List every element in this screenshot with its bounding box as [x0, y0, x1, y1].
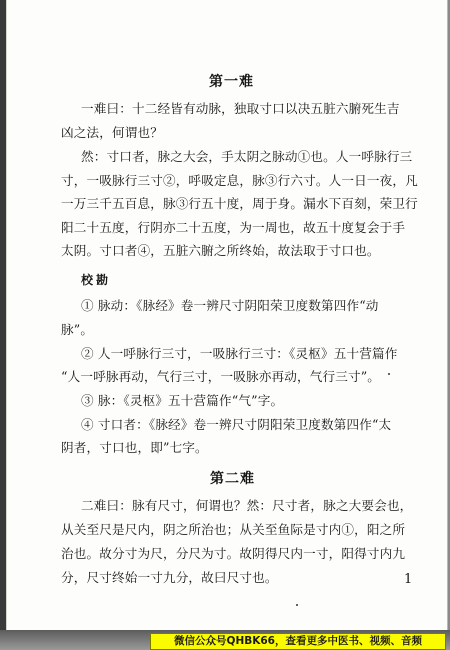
chapter-1-line: 然：寸口者，脉之大会，手太阴之脉动①也。人一呼脉行三 [81, 149, 413, 164]
print-speck [296, 604, 298, 606]
chapter-2-line: 二难曰：脉有尺寸，何谓也？然：尺寸者，脉之大要会也， [81, 498, 413, 513]
chapter-2-line: 分，尺寸终始一寸九分，故曰尺寸也。 [61, 570, 278, 585]
chapter-2-line: 从关至尺是尺内，阴之所治也；从关至鱼际是寸内①，阳之所 [61, 522, 406, 537]
chapter-1-line: 太阴。寸口者④，五脏六腑之所终始，故法取于寸口也。 [61, 243, 380, 258]
collation-note-line: ④ 寸口者：《脉经》卷一辨尺寸阴阳荣卫度数第四作“太 [81, 417, 392, 432]
chapter-2-title: 第二难 [210, 471, 255, 487]
chapter-1-line: 寸，一吸脉行三寸②，呼吸定息，脉③行六寸。人一日一夜，凡 [61, 173, 418, 188]
chapter-2-line: 治也。故分寸为尺，分尺为寸。故阴得尺内一寸，阳得寸内九 [61, 546, 406, 561]
collation-note-line: ③ 脉：《灵枢》五十营篇作“气”字。 [81, 393, 284, 408]
book-page [6, 0, 448, 632]
watermark-banner: 微信公众号QHBK66，查看更多中医书、视频、音频 [150, 633, 446, 650]
chapter-1-line: 凶之法，何谓也？ [61, 125, 163, 140]
chapter-1-line: 一万三千五百息，脉③行五十度，周于身。漏水下百刻，荣卫行 [61, 196, 418, 211]
print-speck [388, 373, 390, 375]
chapter-1-line: 一难曰：十二经皆有动脉，独取寸口以决五脏六腑死生吉 [81, 101, 400, 116]
collation-note-line: ① 脉动：《脉经》卷一辨尺寸阴阳荣卫度数第四作“动 [81, 298, 379, 313]
collation-note-line: 脉”。 [61, 322, 94, 337]
page-number: 1 [404, 572, 413, 587]
chapter-1-line: 阳二十五度，行阴亦二十五度，为一周也，故五十度复会于手 [61, 220, 406, 235]
chapter-1-title: 第一难 [209, 74, 254, 90]
collation-note-line: 阴者，寸口也，即”七字。 [61, 440, 208, 455]
collation-notes-label: 校勘 [81, 273, 112, 287]
collation-note-line: ② 人一呼脉行三寸，一吸脉行三寸：《灵枢》五十营篇作 [81, 346, 398, 361]
collation-note-line: “人一呼脉再动，气行三寸，一吸脉亦再动，气行三寸”。 [61, 369, 381, 384]
